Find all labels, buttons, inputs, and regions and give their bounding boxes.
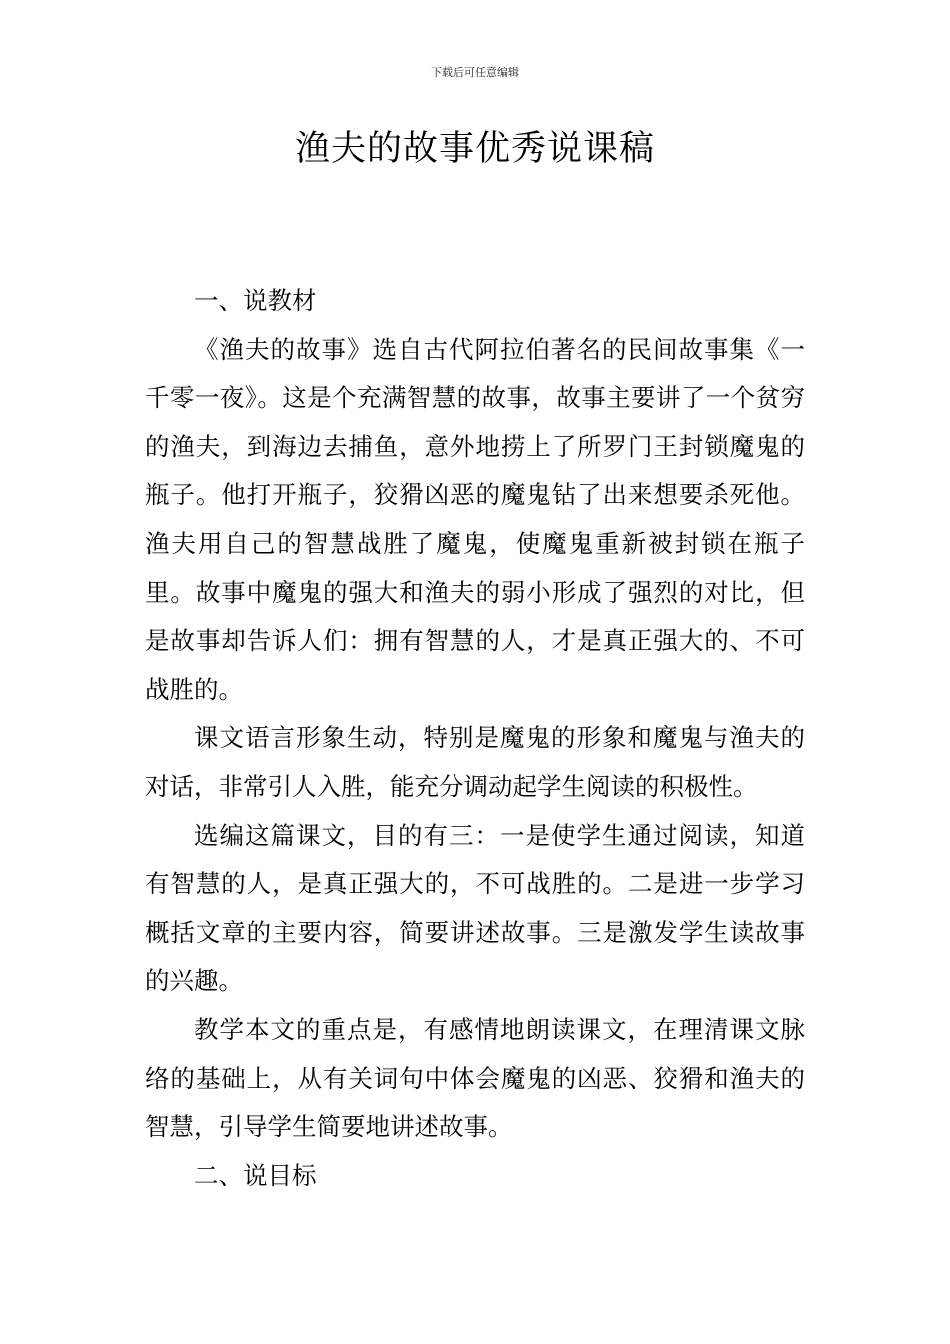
- section-heading-1: 一、说教材: [194, 286, 317, 315]
- body-paragraph-4: 教学本文的重点是，有感情地朗读课文，在理清课文脉络的基础上，从有关词句中体会魔鬼的凶恶、狡猾和渔夫的智慧，引导学生简要地讲述故事。: [145, 1014, 805, 1142]
- section-heading-2: 二、说目标: [194, 1160, 317, 1190]
- document-title: 渔夫的故事优秀说课稿: [294, 129, 655, 169]
- body-paragraph-2: 课文语言形象生动，特别是魔鬼的形象和魔鬼与渔夫的对话，非常引人入胜，能充分调动起学生阅读的积极性。: [145, 723, 805, 801]
- header-note: 下载后可任意编辑: [431, 66, 519, 79]
- document-body: [145, 277, 805, 1200]
- body-paragraph-3: 选编这篇课文，目的有三：一是使学生通过阅读，知道有智慧的人，是真正强大的，不可战胜的。二是进一步学习概括文章的主要内容，简要讲述故事。三是激发学生读故事的兴趣。: [145, 820, 805, 996]
- body-paragraph-1: 《渔夫的故事》选自古代阿拉伯著名的民间故事集《一千零一夜》。这是个充满智慧的故事，故事主要讲了一个贫穷的渔夫，到海边去捕鱼，意外地捞上了所罗门王封锁魔鬼的瓶子。他打开瓶子，狡猾凶恶的魔鬼钻了出来想要杀死他。渔夫用自己的智慧战胜了魔鬼，使魔鬼重新被封锁在瓶子里。故事中魔鬼的强大和渔夫的弱小形成了强烈的对比，但是故事却告诉人们：拥有智慧的人，才是真正强大的、不可战胜的。: [145, 334, 805, 704]
